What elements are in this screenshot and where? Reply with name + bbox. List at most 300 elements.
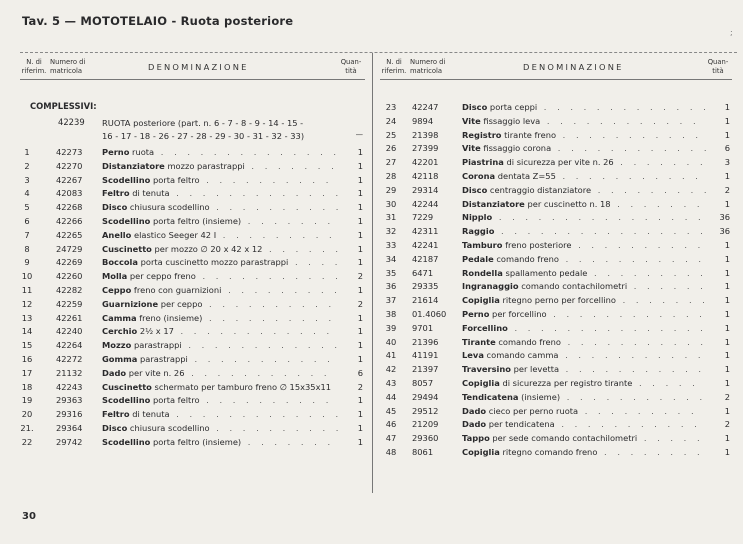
leader-dots: . . . . . . . . . . . . . bbox=[537, 102, 710, 112]
part-row bbox=[380, 169, 732, 183]
row-part-name: Copiglia bbox=[462, 377, 500, 388]
row-quantity: 1 bbox=[724, 281, 730, 292]
row-ref: 44 bbox=[385, 391, 397, 402]
row-part-detail: per sede comando contachilometri bbox=[489, 433, 638, 444]
row-description bbox=[462, 309, 706, 319]
row-description bbox=[462, 337, 707, 347]
row-ref: 14 bbox=[21, 326, 33, 337]
row-quantity: 1 bbox=[357, 436, 363, 447]
row-part-detail: per cuscinetto n. 18 bbox=[524, 198, 611, 209]
row-description bbox=[102, 395, 332, 405]
row-part-name: Dado bbox=[462, 405, 487, 416]
row-matricola: 27399 bbox=[412, 143, 439, 154]
leader-dots: . . . . . . . . . bbox=[216, 229, 336, 240]
row-part-name: Feltro bbox=[102, 188, 130, 199]
row-part-detail: per levetta bbox=[510, 364, 560, 375]
right-parts-list bbox=[380, 100, 732, 459]
leader-dots: . . . . bbox=[288, 257, 342, 268]
row-ref: 37 bbox=[385, 295, 397, 306]
row-matricola: 42264 bbox=[56, 340, 83, 351]
row-matricola: 42273 bbox=[56, 147, 83, 157]
title-subtitle: - Ruota posteriore bbox=[171, 14, 294, 28]
row-part-name: Scodellino bbox=[102, 436, 151, 447]
row-ref: 3 bbox=[24, 174, 30, 185]
row-matricola: 21397 bbox=[412, 364, 439, 375]
row-description bbox=[462, 350, 705, 360]
page-title bbox=[22, 14, 293, 28]
row-matricola: 42265 bbox=[56, 229, 83, 240]
row-ref: 26 bbox=[385, 143, 397, 154]
row-ref: 19 bbox=[21, 395, 33, 406]
row-quantity: 1 bbox=[724, 253, 730, 264]
row-part-name: Vite bbox=[462, 115, 481, 126]
row-part-name: Copiglia bbox=[462, 446, 500, 457]
row-description bbox=[102, 382, 331, 392]
row-part-name: Scodellino bbox=[102, 174, 151, 185]
row-part-name: Mozzo bbox=[102, 340, 132, 351]
row-matricola: 24729 bbox=[56, 243, 83, 254]
leader-dots: . . . . . . . . . . . bbox=[560, 336, 708, 347]
row-description bbox=[102, 147, 340, 157]
row-quantity: 1 bbox=[724, 350, 730, 361]
row-description bbox=[462, 254, 705, 264]
row-ref: 22 bbox=[21, 436, 33, 447]
header-rif: N. di riferim. bbox=[21, 58, 47, 75]
row-ref: 39 bbox=[385, 322, 397, 333]
row-description bbox=[462, 364, 705, 374]
row-part-detail: di sicurezza per vite n. 26 bbox=[503, 157, 614, 168]
row-part-name: Dado bbox=[102, 367, 127, 378]
row-part-detail: parastrappi bbox=[131, 340, 182, 351]
row-part-name: Distanziatore bbox=[102, 160, 165, 171]
part-row bbox=[380, 197, 732, 211]
row-part-name: Scodellino bbox=[102, 395, 151, 406]
row-ref: 28 bbox=[385, 170, 397, 181]
row-quantity: 1 bbox=[724, 102, 730, 112]
row-ref: 9 bbox=[24, 257, 30, 268]
row-matricola: 42244 bbox=[412, 198, 439, 209]
leader-dots: . . . . . . . . . . . . bbox=[181, 340, 342, 351]
row-matricola: 42187 bbox=[412, 253, 439, 264]
row-part-detail: porta feltro bbox=[150, 174, 200, 185]
row-part-name: Gomma bbox=[102, 353, 138, 364]
row-quantity: 1 bbox=[357, 422, 363, 433]
row-part-name: Anello bbox=[102, 229, 132, 240]
row-quantity: 1 bbox=[357, 395, 363, 406]
row-part-detail: comando freno bbox=[495, 336, 561, 347]
row-description bbox=[462, 406, 698, 416]
leader-dots: . . . . . . . . . . . bbox=[560, 391, 707, 402]
row-part-detail: per mozzo ∅ 20 x 42 x 12 bbox=[151, 243, 263, 254]
part-row bbox=[20, 380, 365, 394]
row-part-name: Cerchio bbox=[102, 326, 138, 337]
part-row bbox=[380, 362, 732, 376]
row-description bbox=[102, 299, 335, 309]
row-ref: 21. bbox=[20, 422, 34, 433]
part-row bbox=[20, 145, 365, 159]
row-part-detail: per vite n. 26 bbox=[126, 367, 185, 378]
row-part-name: Registro bbox=[462, 129, 502, 140]
row-part-detail: chiusura scodellino bbox=[127, 202, 210, 213]
row-description bbox=[102, 188, 342, 198]
row-matricola: 42311 bbox=[412, 226, 439, 237]
row-ref: 16 bbox=[21, 353, 33, 364]
row-matricola: 8061 bbox=[412, 446, 434, 457]
row-ref: 2 bbox=[24, 160, 30, 171]
row-matricola: 42118 bbox=[412, 170, 439, 181]
leader-dots: . . . . . . . . . . bbox=[202, 312, 336, 323]
row-matricola: 8057 bbox=[412, 377, 434, 388]
row-description bbox=[462, 392, 706, 402]
row-quantity: 1 bbox=[724, 433, 730, 444]
row-quantity: 1 bbox=[724, 336, 730, 347]
row-matricola: 42269 bbox=[56, 257, 83, 268]
row-description bbox=[462, 171, 702, 181]
part-row bbox=[380, 238, 732, 252]
row-part-name: Tappo bbox=[462, 433, 490, 444]
row-ref: 33 bbox=[385, 239, 397, 250]
part-row bbox=[380, 321, 732, 335]
row-part-detail: porta ceppi bbox=[487, 102, 538, 112]
row-quantity: 1 bbox=[724, 198, 730, 209]
row-ref: 48 bbox=[385, 446, 397, 457]
row-quantity: 1 bbox=[357, 188, 363, 199]
row-part-detail: di tenuta bbox=[129, 409, 170, 420]
row-part-detail: (insieme) bbox=[518, 391, 561, 402]
part-row bbox=[20, 228, 365, 242]
leader-dots: . . . . . bbox=[637, 433, 704, 444]
row-ref: 47 bbox=[385, 433, 397, 444]
row-part-detail: di tenuta bbox=[129, 188, 170, 199]
row-quantity: 1 bbox=[357, 215, 363, 226]
leader-dots: . . . . . . . bbox=[241, 436, 335, 447]
leader-dots: . . . . . . . . . . bbox=[199, 174, 333, 185]
leader-dots: . . . . . . . . . . . bbox=[555, 170, 702, 181]
row-quantity: 1 bbox=[357, 409, 363, 420]
part-row bbox=[380, 376, 732, 390]
leader-dots: . . . . . bbox=[632, 377, 699, 388]
row-part-name: Guarnizione bbox=[102, 298, 159, 309]
row-description bbox=[102, 437, 334, 447]
row-quantity: 1 bbox=[357, 353, 363, 364]
row-matricola: 29314 bbox=[412, 184, 439, 195]
row-description bbox=[462, 268, 707, 278]
part-row bbox=[380, 128, 732, 142]
left-parts-list bbox=[20, 145, 365, 449]
row-quantity: 2 bbox=[357, 271, 363, 282]
row-quantity: 1 bbox=[724, 295, 730, 306]
row-description bbox=[462, 323, 707, 333]
part-row bbox=[20, 311, 365, 325]
row-part-detail: fissaggio corona bbox=[480, 143, 552, 154]
row-description bbox=[462, 102, 710, 112]
leader-dots: . . . . . . . . . . bbox=[571, 239, 705, 250]
right-column bbox=[380, 53, 732, 457]
part-row bbox=[380, 141, 732, 155]
row-description bbox=[102, 161, 338, 171]
row-matricola: 42282 bbox=[56, 284, 83, 295]
row-ref: 11 bbox=[21, 284, 33, 295]
row-part-detail: porta feltro (insieme) bbox=[150, 436, 242, 447]
row-quantity: 1 bbox=[357, 257, 363, 268]
page-number: 30 bbox=[22, 511, 36, 522]
row-part-detail: ritegno perno per forcellino bbox=[499, 295, 616, 306]
group-title: COMPLESSIVI: bbox=[30, 101, 97, 111]
row-quantity: 1 bbox=[357, 160, 363, 171]
part-row bbox=[20, 159, 365, 173]
row-ref: 27 bbox=[385, 157, 397, 168]
row-part-detail: tirante freno bbox=[501, 129, 557, 140]
row-part-detail: comando freno bbox=[493, 253, 559, 264]
row-matricola: 29512 bbox=[412, 405, 439, 416]
row-description bbox=[462, 419, 701, 429]
row-matricola: 29742 bbox=[56, 436, 83, 447]
row-description bbox=[462, 240, 704, 250]
leader-dots: . . . . . . . . . . . . . bbox=[169, 409, 343, 420]
part-row bbox=[20, 173, 365, 187]
row-quantity: 2 bbox=[357, 298, 363, 309]
row-ref: 12 bbox=[21, 298, 33, 309]
row-matricola: 21396 bbox=[412, 336, 439, 347]
column-divider bbox=[372, 53, 373, 493]
row-ref: 15 bbox=[21, 340, 33, 351]
leader-dots: . . . . . . . . . . . bbox=[558, 350, 705, 361]
row-part-name: Tirante bbox=[462, 336, 496, 347]
part-row bbox=[380, 307, 732, 321]
row-part-name: Distanziatore bbox=[462, 198, 525, 209]
part-row bbox=[380, 348, 732, 362]
leader-dots: . . . . . . . . . . . . bbox=[540, 115, 700, 126]
row-part-detail: schermato per tamburo freno ∅ 15x35x11 bbox=[151, 381, 332, 392]
part-row bbox=[20, 186, 365, 200]
left-column bbox=[20, 53, 365, 447]
row-description bbox=[102, 313, 335, 323]
row-matricola: 29364 bbox=[56, 422, 83, 433]
row-ref: 30 bbox=[385, 198, 397, 209]
row-matricola: 42201 bbox=[412, 157, 439, 168]
part-row bbox=[380, 404, 732, 418]
part-row bbox=[20, 283, 365, 297]
row-description bbox=[462, 212, 705, 222]
row-part-name: Perno bbox=[102, 147, 130, 157]
row-part-name: Cuscinetto bbox=[102, 381, 152, 392]
row-part-name: Piastrina bbox=[462, 157, 504, 168]
row-ref: 7 bbox=[24, 229, 30, 240]
leader-dots: . . . . . . bbox=[627, 281, 707, 292]
part-row bbox=[20, 338, 365, 352]
row-description bbox=[102, 271, 342, 281]
row-part-detail: per forcellino bbox=[489, 308, 547, 319]
row-part-detail: freno posteriore bbox=[502, 239, 572, 250]
row-matricola: 6471 bbox=[412, 267, 434, 278]
part-row bbox=[20, 200, 365, 214]
row-matricola: 42272 bbox=[56, 353, 83, 364]
row-part-name: Corona bbox=[462, 170, 496, 181]
row-part-detail: porta feltro (insieme) bbox=[150, 215, 242, 226]
row-quantity: 1 bbox=[357, 229, 363, 240]
row-part-name: Disco bbox=[102, 422, 128, 433]
header-quantita: Quan- tità bbox=[707, 58, 729, 75]
row-description bbox=[102, 423, 342, 433]
row-quantity: 1 bbox=[724, 322, 730, 333]
leader-dots: . . . . . . . . . . . . . . . . bbox=[494, 226, 707, 237]
part-row bbox=[380, 183, 732, 197]
row-description bbox=[102, 216, 334, 226]
row-quantity: 2 bbox=[724, 184, 730, 195]
row-matricola: 42083 bbox=[56, 188, 83, 199]
tav-label: Tav. 5 bbox=[22, 14, 61, 28]
row-part-name: Leva bbox=[462, 350, 484, 361]
part-row bbox=[380, 252, 732, 266]
leader-dots: . . . . . . . . . . . bbox=[556, 129, 703, 140]
part-row bbox=[20, 421, 365, 435]
row-matricola: 42261 bbox=[56, 312, 83, 323]
row-ref: 45 bbox=[385, 405, 397, 416]
row-ref: 36 bbox=[385, 281, 397, 292]
part-row bbox=[380, 155, 732, 169]
row-part-name: Nipplo bbox=[462, 212, 493, 223]
header-rif: N. di riferim. bbox=[381, 58, 407, 75]
row-description bbox=[102, 409, 342, 419]
part-row bbox=[380, 114, 732, 128]
part-row bbox=[20, 393, 365, 407]
row-matricola: 7229 bbox=[412, 212, 434, 223]
row-part-name: Disco bbox=[462, 184, 488, 195]
row-matricola: 9701 bbox=[412, 322, 434, 333]
part-row bbox=[20, 435, 365, 449]
row-ref: 8 bbox=[24, 243, 30, 254]
row-part-detail: ruota bbox=[129, 147, 155, 157]
part-row bbox=[20, 214, 365, 228]
row-matricola: 41191 bbox=[412, 350, 439, 361]
row-quantity: 1 bbox=[357, 147, 363, 157]
leader-dots: . . . . . . . bbox=[241, 215, 335, 226]
row-quantity: 1 bbox=[357, 284, 363, 295]
right-header bbox=[380, 53, 732, 80]
leader-dots: . . . . . . . . . . . bbox=[559, 253, 706, 264]
row-ref: 42 bbox=[385, 364, 397, 375]
row-matricola: 9894 bbox=[412, 115, 434, 126]
row-description bbox=[462, 447, 704, 457]
row-quantity: 2 bbox=[357, 381, 363, 392]
row-quantity: 1 bbox=[357, 312, 363, 323]
row-description bbox=[102, 285, 341, 295]
row-part-detail: freno (insieme) bbox=[136, 312, 203, 323]
row-ref: 20 bbox=[21, 409, 33, 420]
row-quantity: 1 bbox=[357, 202, 363, 213]
row-part-name: Tamburo bbox=[462, 239, 503, 250]
row-part-detail: chiusura scodellino bbox=[127, 422, 210, 433]
row-part-detail: spallamento pedale bbox=[502, 267, 588, 278]
row-part-name: Scodellino bbox=[102, 215, 151, 226]
row-part-detail: porta cuscinetto mozzo parastrappi bbox=[138, 257, 289, 268]
row-ref: 40 bbox=[385, 336, 397, 347]
row-quantity: 1 bbox=[724, 405, 730, 416]
row-part-name: Ingranaggio bbox=[462, 281, 519, 292]
row-matricola: 21614 bbox=[412, 295, 439, 306]
row-part-detail: parastrappi bbox=[137, 353, 188, 364]
part-row bbox=[20, 324, 365, 338]
row-matricola: 29360 bbox=[412, 433, 439, 444]
row-quantity: 36 bbox=[719, 212, 730, 223]
leader-dots: . . . . . . . . . . . . . . . . bbox=[492, 212, 705, 223]
row-description bbox=[462, 295, 709, 305]
row-description bbox=[102, 340, 341, 350]
ruota-description: RUOTA posteriore (part. n. 6 - 7 - 8 - 9 - 14 - 15 - 16 - 17 - 18 - 26 - 27 - 28 - 29 - 30 - 31 - 32 - 33) bbox=[102, 118, 305, 141]
row-quantity: 1 bbox=[724, 267, 730, 278]
row-part-name: Ceppo bbox=[102, 284, 132, 295]
leader-dots: . . . . . . . bbox=[244, 160, 338, 171]
row-ref: 35 bbox=[385, 267, 397, 278]
row-quantity: 1 bbox=[724, 129, 730, 140]
part-row bbox=[380, 431, 732, 445]
row-part-name: Perno bbox=[462, 308, 490, 319]
row-part-detail: cieco per perno ruota bbox=[486, 405, 579, 416]
row-description bbox=[462, 157, 707, 167]
leader-dots: . . . . . . . . . . bbox=[199, 395, 333, 406]
row-part-detail: fissaggio leva bbox=[480, 115, 541, 126]
row-ref: 10 bbox=[21, 271, 33, 282]
row-description bbox=[462, 433, 704, 443]
row-quantity: 1 bbox=[724, 308, 730, 319]
row-part-detail: mozzo parastrappi bbox=[164, 160, 245, 171]
leader-dots: . . . . . . . . . . . bbox=[554, 419, 701, 430]
header-denominazione: DENOMINAZIONE bbox=[523, 62, 624, 72]
row-matricola: 42268 bbox=[56, 202, 83, 213]
row-quantity: 1 bbox=[357, 174, 363, 185]
leader-dots: . . . . . . . . . bbox=[587, 267, 707, 278]
row-part-name: Traversino bbox=[462, 364, 511, 375]
header-denominazione: DENOMINAZIONE bbox=[148, 62, 249, 72]
row-part-name: Boccola bbox=[102, 257, 139, 268]
row-part-name: Feltro bbox=[102, 409, 130, 420]
row-matricola: 42267 bbox=[56, 174, 83, 185]
row-quantity: 1 bbox=[357, 243, 363, 254]
title-main: MOTOTELAIO bbox=[80, 14, 168, 28]
row-part-detail: per ceppo bbox=[158, 298, 203, 309]
leader-dots: . . . . . . . . . bbox=[578, 405, 698, 416]
row-quantity: 36 bbox=[719, 226, 730, 237]
row-description bbox=[462, 185, 711, 195]
row-quantity: 6 bbox=[724, 143, 730, 154]
row-description bbox=[462, 116, 700, 126]
row-ref: 1 bbox=[24, 147, 30, 157]
leader-dots: . . . . . . . . . . bbox=[209, 422, 343, 433]
row-description bbox=[102, 257, 341, 267]
header-matricola: Numero di matricola bbox=[50, 58, 86, 75]
part-row bbox=[20, 352, 365, 366]
part-row bbox=[380, 224, 732, 238]
leader-dots: . . . . . . . . . . . . bbox=[551, 143, 711, 154]
row-matricola: 29335 bbox=[412, 281, 439, 292]
row-description bbox=[462, 143, 710, 153]
row-matricola: 29316 bbox=[56, 409, 83, 420]
row-part-name: Dado bbox=[462, 419, 487, 430]
corner-mark: ; bbox=[730, 28, 733, 37]
row-part-name: Disco bbox=[462, 102, 488, 112]
row-part-detail: comando contachilometri bbox=[518, 281, 628, 292]
part-row bbox=[380, 417, 732, 431]
part-row bbox=[20, 407, 365, 421]
left-header bbox=[20, 53, 365, 80]
leader-dots: . . . . . . . . . . . . bbox=[546, 308, 706, 319]
part-row bbox=[380, 293, 732, 307]
leader-dots: . . . . . . . bbox=[613, 157, 707, 168]
row-ref: 5 bbox=[24, 202, 30, 213]
row-part-detail: elastico Seeger 42 I bbox=[131, 229, 217, 240]
ruota-assembly bbox=[20, 117, 365, 147]
row-matricola: 42270 bbox=[56, 160, 83, 171]
